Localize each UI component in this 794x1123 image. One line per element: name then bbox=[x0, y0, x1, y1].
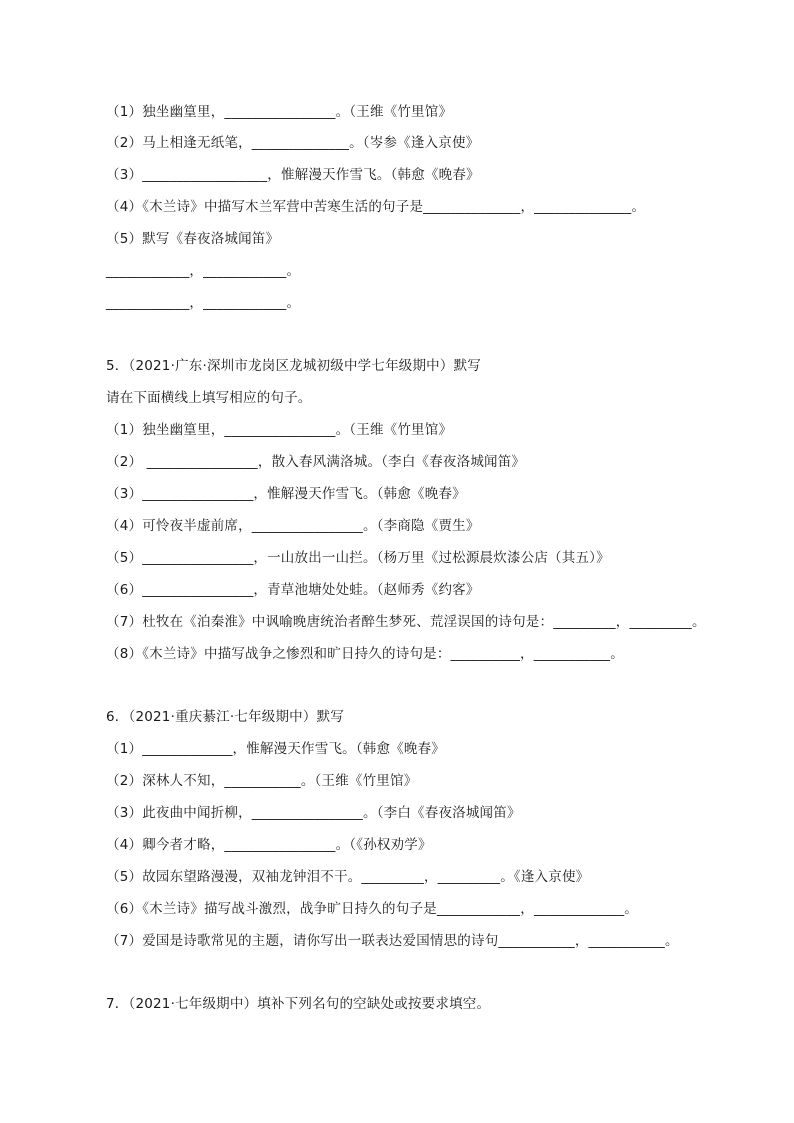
intro-item-2: （2）马上相逢无纸笔，______________。（岑参《逢入京使》 bbox=[106, 135, 480, 151]
question5-instruction: 请在下面横线上填写相应的句子。 bbox=[106, 390, 312, 406]
question6-item-2: （2）深林人不知，___________。（王维《竹里馆》 bbox=[106, 773, 418, 789]
question6-item-3: （3）此夜曲中闻折柳，________________。（李白《春夜洛城闻笛》 bbox=[106, 805, 521, 821]
question6-item-6: （6）《木兰诗》描写战斗激烈，战争旷日持久的句子是____________，_____________。 bbox=[106, 901, 638, 917]
question5-item-7: （7）杜牧在《泊秦淮》中讽喻晚唐统治者醉生梦死、荒淫误国的诗句是：_________，_________。 bbox=[106, 614, 706, 630]
question6-item-4: （4）卿今者才略，________________。（《孙权劝学》 bbox=[106, 837, 432, 853]
intro-blank-line-1: ____________，____________。 bbox=[106, 263, 301, 279]
intro-item-3: （3）__________________，惟解漫天作雪飞。（韩愈《晚春》 bbox=[106, 167, 480, 183]
question5-item-2: （2） ________________，散入春风满洛城。（李白《春夜洛城闻笛》 bbox=[106, 454, 526, 470]
intro-item-1: （1）独坐幽篁里，________________。（王维《竹里馆》 bbox=[106, 104, 453, 120]
intro-blank-line-2: ____________，____________。 bbox=[106, 295, 301, 311]
question5-heading: 5．（2021·广东·深圳市龙岗区龙城初级中学七年级期中）默写 bbox=[106, 358, 481, 374]
question6-item-5: （5）故园东望路漫漫，双袖龙钟泪不干。_________，_________。《逢入京使》 bbox=[106, 869, 590, 885]
question5-item-3: （3）________________，惟解漫天作雪飞。（韩愈《晚春》 bbox=[106, 486, 466, 502]
intro-item-5: （5）默写《春夜洛城闻笛》 bbox=[106, 231, 280, 247]
question5-item-5: （5）________________，一山放出一山拦。（杨万里《过松源晨炊漆公店（其五）》 bbox=[106, 550, 610, 566]
question5-item-1: （1）独坐幽篁里，________________。（王维《竹里馆》 bbox=[106, 422, 453, 438]
intro-item-4: （4）《木兰诗》中描写木兰军营中苦寒生活的句子是______________，______________。 bbox=[106, 199, 646, 215]
question5-item-4: （4）可怜夜半虚前席，________________。（李商隐《贾生》 bbox=[106, 518, 480, 534]
question5-item-8: （8）《木兰诗》中描写战争之惨烈和旷日持久的诗句是：__________，___________。 bbox=[106, 646, 624, 662]
question6-heading: 6．（2021·重庆綦江·七年级期中）默写 bbox=[106, 709, 344, 725]
question6-item-1: （1）_____________，惟解漫天作雪飞。（韩愈《晚春》 bbox=[106, 741, 445, 757]
question7-heading: 7．（2021·七年级期中）填补下列名句的空缺处或按要求填空。 bbox=[106, 996, 491, 1012]
question6-item-7: （7）爱国是诗歌常见的主题，请你写出一联表达爱国情思的诗句___________，___________。 bbox=[106, 933, 679, 949]
question5-item-6: （6）________________，青草池塘处处蛙。（赵师秀《约客》 bbox=[106, 582, 480, 598]
